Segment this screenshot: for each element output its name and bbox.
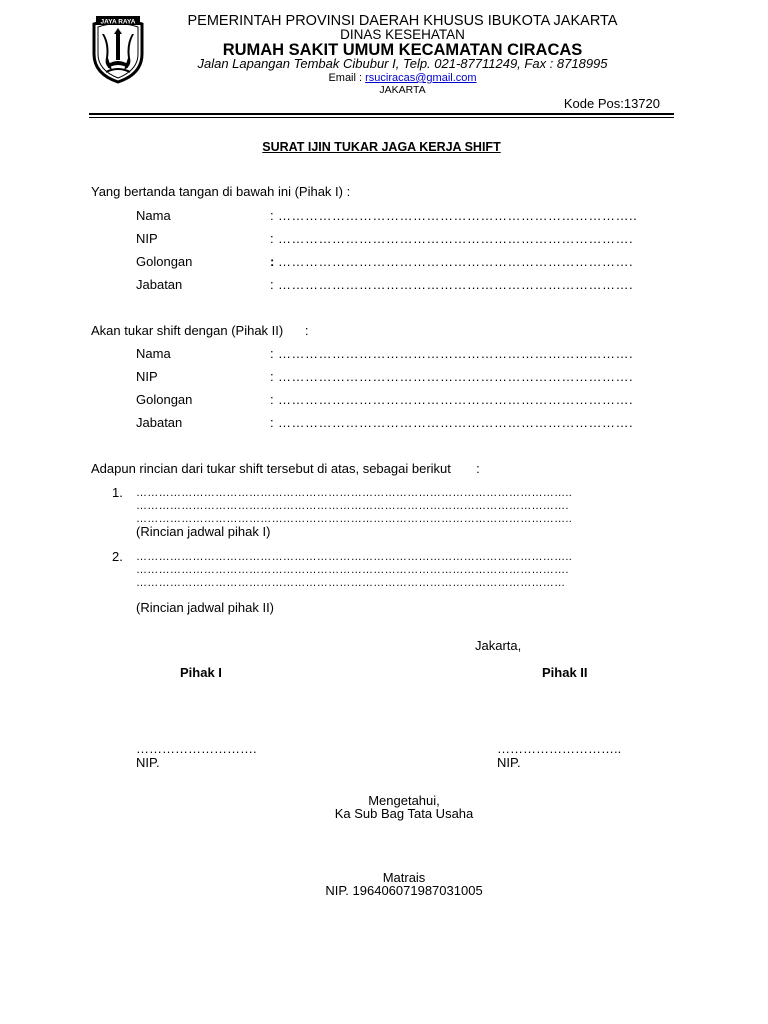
header-city: JAKARTA — [379, 84, 426, 96]
party1-nip-signature: NIP. — [136, 755, 160, 770]
logo-text: JAYA RAYA — [100, 18, 136, 26]
party1-signature-line[interactable]: ………………………. — [136, 741, 257, 756]
party2-name-label: Nama — [136, 346, 171, 361]
document-title: SURAT IJIN TUKAR JAGA KERJA SHIFT — [262, 140, 501, 154]
detail-item2-note: (Rincian jadwal pihak II) — [136, 600, 275, 615]
party2-golongan-colon: : — [270, 392, 274, 407]
party1-name-field[interactable]: …………………………………………………………………….. — [278, 208, 638, 223]
party1-nip-colon: : — [270, 231, 274, 246]
party1-jabatan-field[interactable]: ……………………………………………………………………. — [278, 277, 634, 292]
official-nip: NIP. 196406071987031005 — [325, 883, 483, 898]
party2-nip-label: NIP — [136, 369, 158, 384]
party1-golongan-field[interactable]: ……………………………………………………………………. — [278, 254, 634, 269]
detail-item1-line1[interactable]: …………………………………………………………………………………………………….. — [136, 487, 573, 499]
party2-nip-field[interactable]: ……………………………………………………………………. — [278, 369, 634, 384]
letterhead-rule-thin — [89, 117, 674, 118]
postal-code: Kode Pos:13720 — [563, 96, 660, 111]
party2-golongan-label: Golongan — [136, 392, 193, 407]
header-email-line — [130, 72, 675, 84]
party2-name-colon: : — [270, 346, 274, 361]
party1-name-colon: : — [270, 208, 274, 223]
party2-jabatan-field[interactable]: ……………………………………………………………………. — [278, 415, 634, 430]
party1-intro: Yang bertanda tangan di bawah ini (Pihak I) : — [91, 184, 351, 199]
party2-signature-line[interactable]: ……………………….. — [497, 741, 622, 756]
detail-item1-number: 1. — [112, 485, 123, 500]
detail-item1-note: (Rincian jadwal pihak I) — [136, 524, 271, 539]
detail-item2-line3[interactable]: …………………………………………………………………………………………………… — [136, 577, 566, 589]
email-label: Email : — [328, 72, 366, 84]
header-address: Jalan Lapangan Tembak Cibubur I, Telp. 021-87711249, Fax : 8718995 — [197, 56, 608, 71]
details-intro: Adapun rincian dari tukar shift tersebut di atas, sebagai berikut : — [91, 461, 480, 476]
party2-jabatan-label: Jabatan — [136, 415, 183, 430]
detail-item2-line2[interactable]: ……………………………………………………………………………………………………. — [136, 564, 569, 576]
letterhead-rule-thick — [89, 113, 674, 115]
party1-nip-field[interactable]: ……………………………………………………………………. — [278, 231, 634, 246]
party2-jabatan-colon: : — [270, 415, 274, 430]
header-hospital-name: RUMAH SAKIT UMUM KECAMATAN CIRACAS — [222, 41, 583, 59]
detail-item1-line2[interactable]: ……………………………………………………………………………………………………. — [136, 500, 569, 512]
party1-name-label: Nama — [136, 208, 171, 223]
party2-signature-label: Pihak II — [542, 665, 588, 680]
party2-golongan-field[interactable]: ……………………………………………………………………. — [278, 392, 634, 407]
party1-jabatan-label: Jabatan — [136, 277, 183, 292]
email-link[interactable]: rsuciracas@gmail.com — [365, 72, 477, 84]
party1-golongan-label: Golongan — [136, 254, 193, 269]
official-name: Matrais — [382, 870, 426, 885]
party1-golongan-colon: : — [270, 254, 275, 269]
acknowledger-title: Ka Sub Bag Tata Usaha — [334, 806, 474, 821]
detail-item2-line1[interactable]: …………………………………………………………………………………………………….. — [136, 551, 573, 563]
header-department: DINAS KESEHATAN — [340, 27, 465, 42]
acknowledged-label: Mengetahui, — [368, 793, 440, 808]
party1-signature-label: Pihak I — [180, 665, 222, 680]
party2-nip-colon: : — [270, 369, 274, 384]
signature-place: Jakarta, — [475, 638, 522, 653]
party2-intro: Akan tukar shift dengan (Pihak II) : — [91, 323, 309, 338]
detail-item2-number: 2. — [112, 549, 123, 564]
party1-jabatan-colon: : — [270, 277, 274, 292]
party2-name-field[interactable]: ……………………………………………………………………. — [278, 346, 634, 361]
party2-nip-signature: NIP. — [497, 755, 521, 770]
header-government: PEMERINTAH PROVINSI DAERAH KHUSUS IBUKOTA JAKARTA — [187, 13, 618, 29]
party1-nip-label: NIP — [136, 231, 158, 246]
detail-item1-line3[interactable]: …………………………………………………………………………………………………….. — [136, 513, 573, 525]
